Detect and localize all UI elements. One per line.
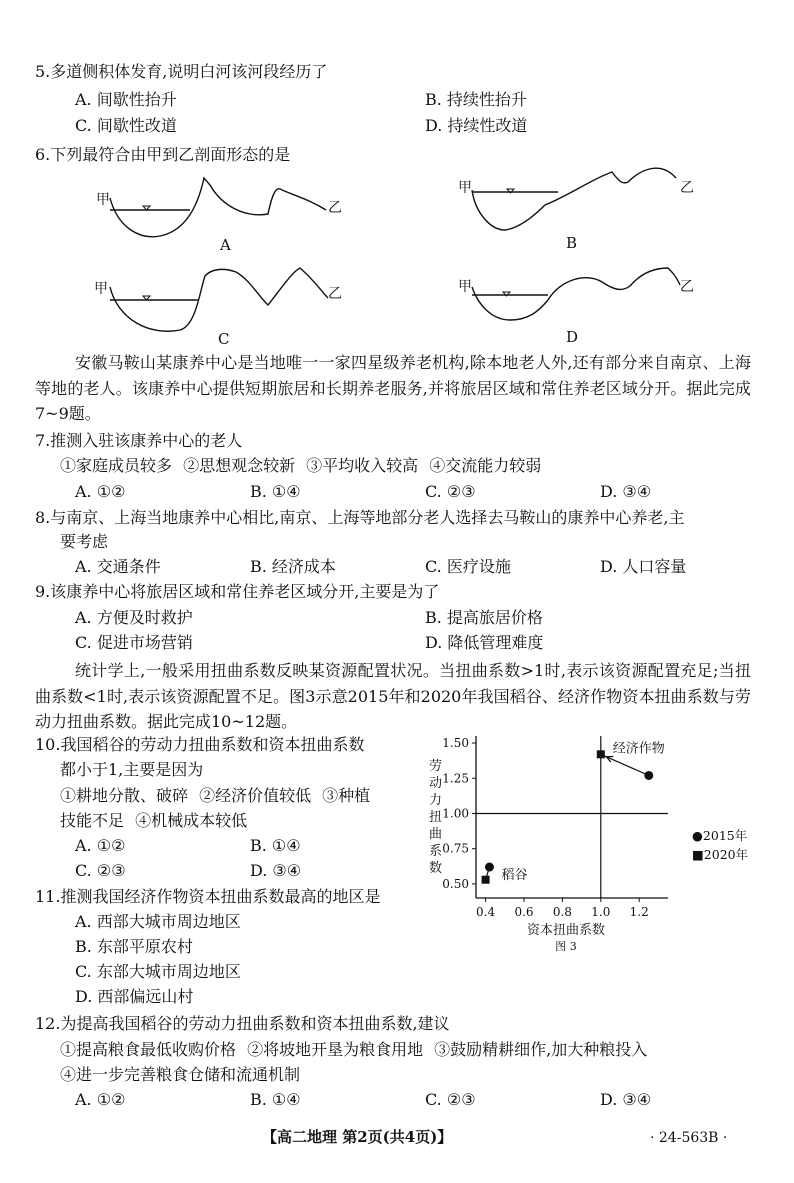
profile-d-start-label: 甲 <box>458 279 472 295</box>
q10-stem-line1: 10.我国稻谷的劳动力扭曲系数和资本扭曲系数 <box>35 735 365 754</box>
y-tick-label-0: 0.50 <box>442 876 469 891</box>
profile-a-line <box>110 178 326 237</box>
q7-stem: 7.推测入驻该康养中心的老人 <box>35 431 243 450</box>
y-tick-label-2: 1.00 <box>442 806 469 821</box>
figure-3-chart <box>410 730 770 953</box>
profile-d-option-label: D <box>566 328 579 346</box>
y-tick-label-4: 1.50 <box>442 736 469 751</box>
q8-option-c: C. 医疗设施 <box>425 557 511 576</box>
series-1-connector <box>601 754 649 775</box>
q10-option-d: D. ③④ <box>250 861 302 880</box>
footer-code: · 24-563B · <box>650 1130 728 1146</box>
q8-option-d: D. 人口容量 <box>600 557 687 576</box>
q7-option-d: D. ③④ <box>600 482 652 501</box>
q6-profile-diagrams <box>0 0 794 360</box>
q12-option-d: D. ③④ <box>600 1090 652 1109</box>
x-tick-label-4: 1.2 <box>629 905 649 919</box>
q12-statements-line1: ①提高粮食最低收购价格 ②将坡地开垦为粮食用地 ③鼓励精耕细作,加大种粮投入 <box>60 1040 648 1059</box>
q12-option-c: C. ②③ <box>425 1090 476 1109</box>
profile-a-end-label: 乙 <box>328 200 342 216</box>
series-0-point-2020 <box>482 876 490 884</box>
q12-statements-line2: ④进一步完善粮食仓储和流通机制 <box>60 1065 301 1084</box>
series-0-point-2015 <box>485 863 494 872</box>
x-tick-label-3: 1.0 <box>591 905 611 919</box>
q9-stem: 9.该康养中心将旅居区域和常住养老区域分开,主要是为了 <box>35 582 440 601</box>
series-label-rice: 稻谷 <box>501 868 528 884</box>
legend-2020: ■2020年 <box>692 847 749 862</box>
profile-b-start-label: 甲 <box>458 180 472 196</box>
q5-option-b: B. 持续性抬升 <box>425 90 527 109</box>
q12-option-a: A. ①② <box>75 1090 126 1109</box>
q5-option-d: D. 持续性改道 <box>425 116 528 135</box>
q10-option-b: B. ①④ <box>250 836 301 855</box>
profile-d-end-label: 乙 <box>680 279 694 295</box>
q8-stem-line1: 8.与南京、上海当地康养中心相比,南京、上海等地部分老人选择去马鞍山的康养中心养老,主 <box>35 508 685 527</box>
q8-option-b: B. 经济成本 <box>250 557 336 576</box>
q9-option-a: A. 方便及时救护 <box>75 608 193 627</box>
y-tick-label-3: 1.25 <box>442 771 469 786</box>
q7-statements: ①家庭成员较多 ②思想观念较新 ③平均收入较高 ④交流能力较弱 <box>60 456 542 475</box>
q5-option-c: C. 间歇性改道 <box>75 116 177 135</box>
profile-a-start-label: 甲 <box>96 192 110 208</box>
q9-option-c: C. 促进市场营销 <box>75 633 193 652</box>
footer-page-label: 【高二地理 第2页(共4页)】 <box>262 1128 453 1146</box>
series-label-cash-crops: 经济作物 <box>612 741 665 757</box>
q10-option-a: A. ①② <box>75 836 126 855</box>
q9-option-b: B. 提高旅居价格 <box>425 608 543 627</box>
legend-2015: ●2015年 <box>692 828 748 843</box>
q11-option-d: D. 西部偏远山村 <box>75 987 194 1006</box>
q7-option-a: A. ①② <box>75 482 126 501</box>
profile-c-option-label: C <box>218 330 230 348</box>
y-axis-label: 劳动力扭曲系数 <box>429 759 443 876</box>
q10-stem-line2: 都小于1,主要是因为 <box>60 760 204 779</box>
q5-option-a: A. 间歇性抬升 <box>75 90 177 109</box>
q7-option-b: B. ①④ <box>250 482 301 501</box>
q10-statements-line2: 技能不足 ④机械成本较低 <box>60 811 248 830</box>
q8-stem-line2: 要考虑 <box>60 532 109 551</box>
q12-stem: 12.为提高我国稻谷的劳动力扭曲系数和资本扭曲系数,建议 <box>35 1014 450 1033</box>
profile-b-option-label: B <box>566 234 578 252</box>
series-1-point-2015 <box>644 771 653 780</box>
q10-statements-line1: ①耕地分散、破碎 ②经济价值较低 ③种植 <box>60 786 371 805</box>
series-1-point-2020 <box>597 750 605 758</box>
profile-d-line <box>472 268 680 320</box>
q5-stem: 5.多道侧积体发育,说明白河该河段经历了 <box>35 62 328 81</box>
profile-c-end-label: 乙 <box>328 286 342 302</box>
q11-option-b: B. 东部平原农村 <box>75 937 193 956</box>
passage-7-9: 安徽马鞍山某康养中心是当地唯一一家四星级养老机构,除本地老人外,还有部分来自南京、上海等地的老人。该康养中心提供短期旅居和长期养老服务,并将旅居区域和常住养老区域分开。据此完成7~9题。 <box>35 353 751 423</box>
q7-option-c: C. ②③ <box>425 482 476 501</box>
profile-b-line <box>472 168 676 230</box>
profile-a-option-label: A <box>220 236 231 254</box>
profile-b-end-label: 乙 <box>680 180 694 196</box>
q12-option-b: B. ①④ <box>250 1090 301 1109</box>
q11-stem: 11.推测我国经济作物资本扭曲系数最高的地区是 <box>35 887 381 906</box>
q11-option-c: C. 东部大城市周边地区 <box>75 962 241 981</box>
x-tick-label-0: 0.4 <box>476 905 496 919</box>
figure-caption: 图 3 <box>555 940 577 953</box>
passage-10-12: 统计学上,一般采用扭曲系数反映某资源配置状况。当扭曲系数>1时,表示该资源配置充足;当扭曲系数<1时,表示该资源配置不足。图3示意2015年和2020年我国稻谷、经济作物资本扭曲系数与劳动力扭曲系数。据此完成10~12题。 <box>35 661 751 731</box>
q10-option-c: C. ②③ <box>75 861 126 880</box>
q8-option-a: A. 交通条件 <box>75 557 161 576</box>
y-tick-label-1: 0.75 <box>442 841 469 856</box>
q11-option-a: A. 西部大城市周边地区 <box>75 912 241 931</box>
q9-option-d: D. 降低管理难度 <box>425 633 544 652</box>
x-axis-label: 资本扭曲系数 <box>526 923 606 938</box>
x-tick-label-2: 0.8 <box>552 905 572 919</box>
profile-c-start-label: 甲 <box>94 281 108 297</box>
x-tick-label-1: 0.6 <box>514 905 534 919</box>
q6-stem: 6.下列最符合由甲到乙剖面形态的是 <box>35 145 291 164</box>
